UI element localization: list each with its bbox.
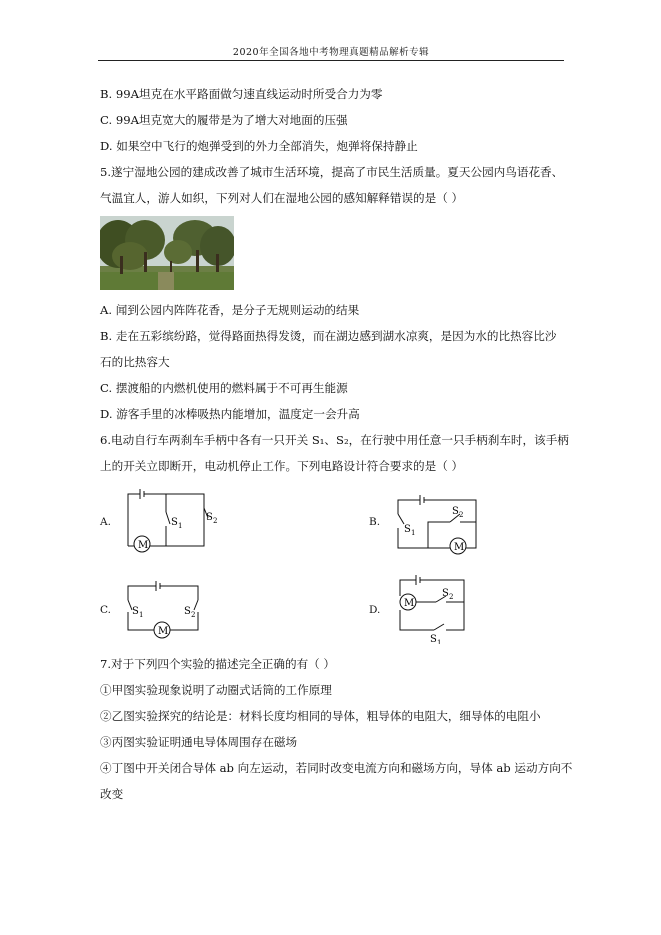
svg-text:M: M [138, 540, 149, 551]
q6-stem-line2: 上的开关立即断开，电动机停止工作。下列电路设计符合要求的是（ ） [100, 459, 464, 473]
svg-text:S: S [452, 506, 459, 517]
svg-text:S: S [132, 606, 139, 617]
svg-text:1: 1 [178, 522, 183, 530]
q7-stem: 7.对于下列四个实验的描述完全正确的有（ ） [100, 657, 336, 671]
q6-stem-line1: 6.电动自行车两刹车手柄中各有一只开关 S₁、S₂，在行驶中用任意一只手柄刹车时，该手柄 [100, 433, 569, 447]
svg-text:1: 1 [411, 529, 416, 537]
q5-option-a: A. 闻到公园内阵阵花香，是分子无规则运动的结果 [100, 303, 360, 317]
q7-item-2: ②乙图实验探究的结论是：材料长度均相同的导体，粗导体的电阻大，细导体的电阻小 [100, 709, 541, 723]
q5-stem-line1: 5.遂宁湿地公园的建成改善了城市生活环境，提高了市民生活质量。夏天公园内鸟语花香、 [100, 165, 564, 179]
svg-text:2: 2 [449, 593, 454, 601]
q4-option-b: B. 99A坦克在水平路面做匀速直线运动时所受合力为零 [100, 87, 383, 101]
q5-option-b-line1: B. 走在五彩缤纷路，觉得路面热得发烫，而在湖边感到湖水凉爽，是因为水的比热容比沙 [100, 329, 557, 343]
svg-text:S: S [184, 606, 191, 617]
circuit-a-label: A. [100, 516, 111, 528]
q7-item-1: ①甲图实验现象说明了动圈式话筒的工作原理 [100, 683, 332, 697]
svg-text:2: 2 [213, 517, 218, 525]
circuit-c-diagram [120, 578, 220, 642]
svg-text:S: S [206, 512, 213, 523]
q7-item-4-line1: ④丁图中开关闭合导体 ab 向左运动，若同时改变电流方向和磁场方向，导体 ab 运动方向不 [100, 761, 573, 775]
q4-option-d: D. 如果空中飞行的炮弹受到的外力全部消失，炮弹将保持静止 [100, 139, 418, 153]
header-rule [98, 60, 564, 61]
svg-text:2: 2 [191, 611, 196, 619]
circuit-b-diagram [390, 490, 490, 558]
circuit-a-diagram [120, 488, 220, 556]
q4-option-c: C. 99A坦克宽大的履带是为了增大对地面的压强 [100, 113, 348, 127]
q5-option-b-line2: 石的比热容大 [100, 355, 170, 369]
svg-text:S: S [171, 517, 178, 528]
circuit-d-label: D. [369, 604, 381, 616]
svg-text:M: M [404, 598, 415, 609]
header-title: 2020年全国各地中考物理真题精品解析专辑 [232, 47, 430, 58]
svg-text:M: M [454, 542, 465, 553]
q7-item-4-line2: 改变 [100, 787, 124, 801]
q5-option-d: D. 游客手里的冰棒吸热内能增加，温度定一会升高 [100, 407, 360, 421]
circuit-d-diagram [390, 572, 490, 644]
q5-option-c: C. 摆渡船的内燃机使用的燃料属于不可再生能源 [100, 381, 348, 395]
svg-text:S: S [442, 588, 449, 599]
q7-item-3: ③丙图实验证明通电导体周围存在磁场 [100, 735, 298, 749]
svg-text:M: M [158, 626, 169, 637]
svg-text:S: S [430, 634, 437, 644]
svg-text:1: 1 [437, 639, 442, 644]
q5-stem-line2: 气温宜人，游人如织，下列对人们在湿地公园的感知解释错误的是（ ） [100, 191, 464, 205]
wetland-park-photo [100, 216, 234, 290]
circuit-b-label: B. [369, 516, 381, 528]
svg-text:S: S [404, 524, 411, 535]
circuit-c-label: C. [100, 604, 111, 616]
svg-text:2: 2 [459, 511, 464, 519]
svg-text:1: 1 [139, 611, 144, 619]
